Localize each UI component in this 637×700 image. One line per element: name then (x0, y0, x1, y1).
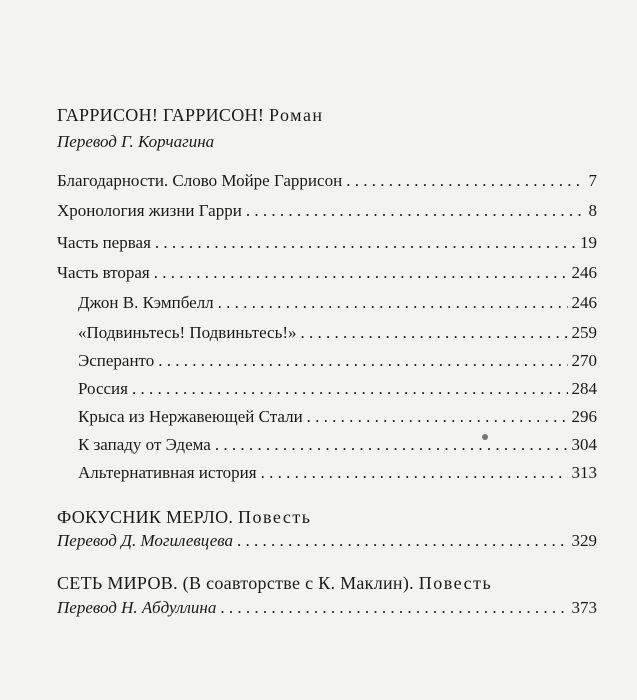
section-genre: Повесть (238, 507, 312, 527)
section-title: ГАРРИСОН! ГАРРИСОН! (57, 105, 265, 125)
translator-entry (57, 597, 597, 619)
toc-entry-page: 7 (588, 171, 597, 190)
toc-entry-page: 19 (580, 233, 597, 252)
toc-entry (57, 200, 597, 222)
leader-dots (301, 322, 568, 344)
toc-entry-page: 270 (571, 351, 597, 370)
toc-entry-page: 296 (571, 407, 597, 426)
toc-entry-label: Часть первая (57, 233, 151, 252)
translator-credit: Перевод Г. Корчагина (57, 132, 215, 151)
leader-dots (215, 434, 568, 456)
toc-entry-page: 313 (571, 463, 597, 482)
toc-entry (57, 232, 597, 254)
leader-dots (246, 200, 585, 222)
toc-entry-page: 246 (571, 263, 597, 282)
leader-dots (218, 292, 568, 314)
toc-entry-page: 259 (571, 323, 597, 342)
toc-entry (57, 262, 597, 284)
toc-entry-page: 373 (571, 598, 597, 617)
toc-subentry (78, 406, 597, 428)
toc-subentry (78, 462, 597, 484)
leader-dots (261, 462, 568, 484)
toc-entry-page: 329 (571, 531, 597, 550)
toc-entry-page: 304 (571, 435, 597, 454)
toc-entry-label: Эсперанто (78, 351, 155, 370)
leader-dots (237, 530, 567, 552)
translator-credit: Перевод Н. Абдуллина (57, 598, 217, 617)
toc-entry-label: Хронология жизни Гарри (57, 201, 242, 220)
toc-subentry (78, 434, 597, 456)
toc-subentry (78, 292, 597, 314)
toc-entry-page: 246 (571, 293, 597, 312)
toc-entry-label: Джон В. Кэмпбелл (78, 293, 214, 312)
section-genre: Роман (268, 105, 324, 125)
section-heading (57, 104, 324, 126)
toc-entry-label: Часть вторая (57, 263, 150, 282)
toc-entry-page: 284 (571, 379, 597, 398)
toc-entry-label: К западу от Эдема (78, 435, 211, 454)
printed-speck (482, 434, 488, 440)
section-title: СЕТЬ МИРОВ. (В соавторстве с К. Маклин). (57, 573, 414, 593)
toc-subentry (78, 350, 597, 372)
leader-dots (220, 597, 567, 619)
toc-entry-label: Благодарности. Слово Мойре Гаррисон (57, 171, 343, 190)
toc-entry-page: 8 (588, 201, 597, 220)
toc-entry-label: Россия (78, 379, 128, 398)
leader-dots (154, 262, 568, 284)
translator-entry (57, 530, 597, 552)
translator-credit: Перевод Д. Могилевцева (57, 531, 234, 550)
section-genre: Повесть (418, 573, 493, 593)
toc-subentry (78, 378, 597, 400)
section-title: ФОКУСНИК МЕРЛО. (57, 507, 234, 527)
toc-entry-label: Альтернативная история (78, 463, 257, 482)
leader-dots (132, 378, 568, 400)
toc-subentry (78, 322, 597, 344)
toc-entry-label: «Подвиньтесь! Подвиньтесь!» (78, 323, 297, 342)
leader-dots (158, 350, 567, 372)
section-heading (57, 506, 311, 528)
section-heading (57, 572, 492, 594)
leader-dots (155, 232, 576, 254)
toc-entry-label: Крыса из Нержавеющей Стали (78, 407, 303, 426)
leader-dots (346, 170, 584, 192)
toc-entry (57, 170, 597, 192)
leader-dots (307, 406, 568, 428)
